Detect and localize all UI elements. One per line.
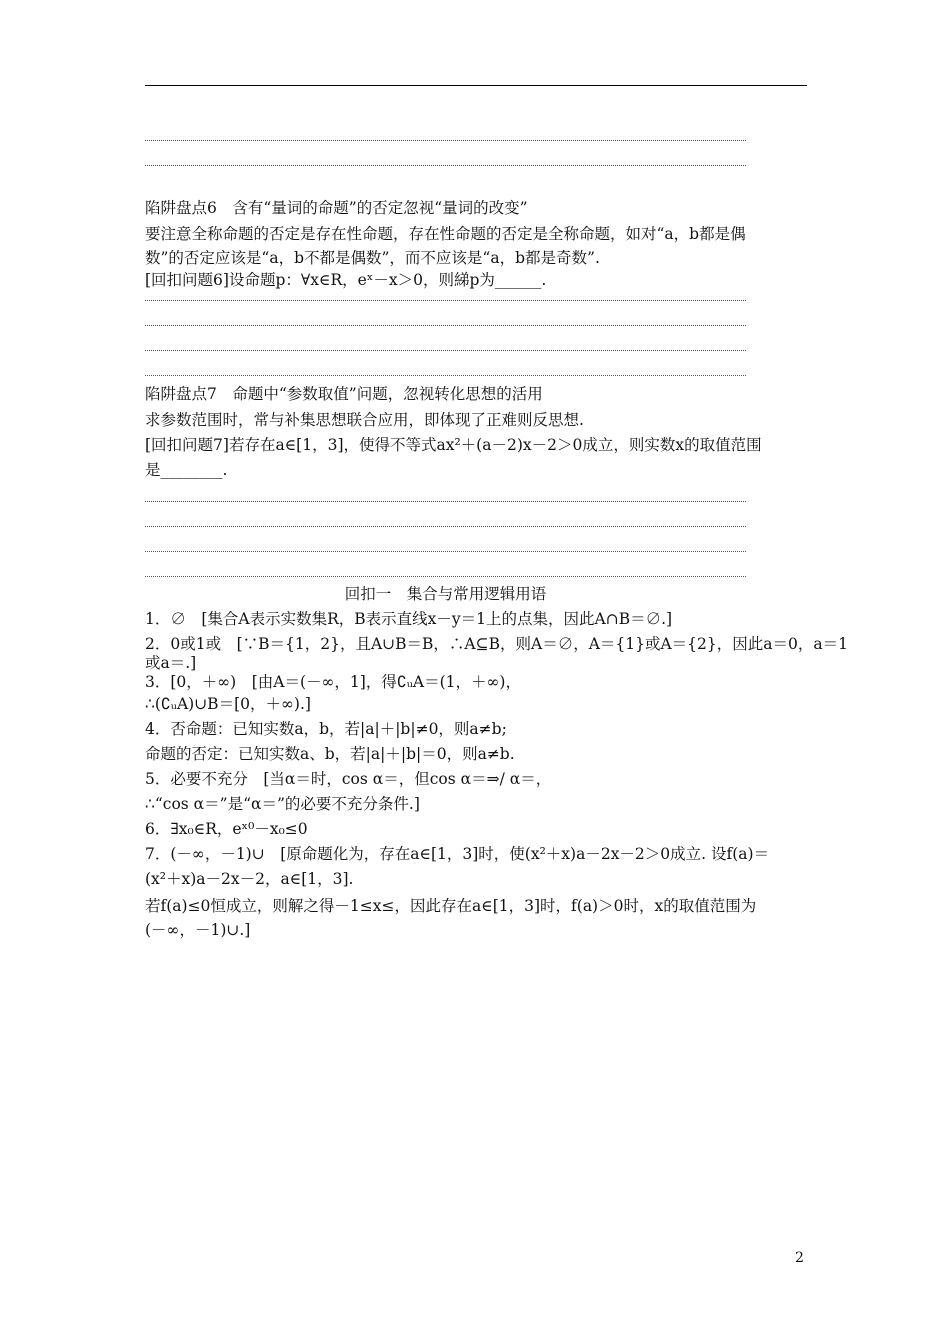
answer-line [145,165,746,166]
answer-line [145,576,746,577]
answer-line [145,375,746,376]
trap7-title: 陷阱盘点7 命题中“参数取值”问题，忽视转化思想的活用 [145,385,543,403]
answer-line [145,325,746,326]
trap7-question-line: 是________. [145,461,228,479]
answer-text: 3．[0，＋∞) [由A＝(－∞，1]，得∁ᵤA＝(1，＋∞)， [145,673,521,691]
answer-text: 6．∃x₀∈R，eˣ⁰－x₀≤0 [145,820,308,838]
answer-text: ∴“cos α＝”是“α＝”的必要不充分条件.] [145,795,420,813]
answer-line [145,526,746,527]
answer-text: ∴(∁ᵤA)∪B＝[0，＋∞).] [145,695,311,713]
answer-text: 5．必要不充分 [当α＝时，cos α＝，但cos α＝⇒/ α＝， [145,770,552,788]
header-rule [145,85,807,86]
trap6-body-line: 数”的否定应该是“a，b不都是偶数”，而不应该是“a，b都是奇数”. [145,249,600,267]
answer-text: 命题的否定：已知实数a、b，若|a|＋|b|＝0，则a≠b. [145,745,515,763]
answers-heading: 回扣一 集合与常用逻辑用语 [344,585,547,603]
answer-line [145,551,746,552]
answer-text: (－∞，－1)∪.] [145,921,251,939]
answer-line [145,300,746,301]
trap7-question-line: [回扣问题7]若存在a∈[1，3]，使得不等式ax²＋(a－2)x－2＞0成立，则实数x的取值范围 [145,436,762,454]
answer-text: 4．否命题：已知实数a，b，若|a|＋|b|≠0，则a≠b; [145,720,507,738]
answer-line [145,140,746,141]
answer-text: 若f(a)≤0恒成立，则解之得－1≤x≤，因此存在a∈[1，3]时，f(a)＞0时，x的取值范围为 [145,897,757,915]
answer-text: (x²＋x)a－2x－2，a∈[1，3]. [145,870,354,888]
answer-text: 或a＝.] [145,654,197,672]
answer-text: 7．(－∞，－1)∪ [原命题化为，存在a∈[1，3]时，使(x²＋x)a－2x－2＞0成立. 设f(a)＝ [145,845,770,863]
answer-text: 1．∅ [集合A表示实数集R，B表示直线x－y＝1上的点集，因此A∩B＝∅.] [145,610,673,628]
page-number: 2 [795,1250,804,1266]
trap7-body: 求参数范围时，常与补集思想联合应用，即体现了正难则反思想. [145,411,584,429]
trap6-title: 陷阱盘点6 含有“量词的命题”的否定忽视“量词的改变” [145,199,528,217]
trap6-body-line: 要注意全称命题的否定是存在性命题，存在性命题的否定是全称命题，如对“a，b都是偶 [145,225,746,243]
answer-line [145,350,746,351]
trap6-question: [回扣问题6]设命题p：∀x∈R，eˣ－x＞0，则綈p为______. [145,271,547,289]
answer-line [145,501,746,502]
answer-text: 2．0或1或 [∵B＝{1，2}，且A∪B＝B，∴A⊆B，则A＝∅，A＝{1}或A＝{2}，因此a＝0，a＝1 [145,635,848,653]
